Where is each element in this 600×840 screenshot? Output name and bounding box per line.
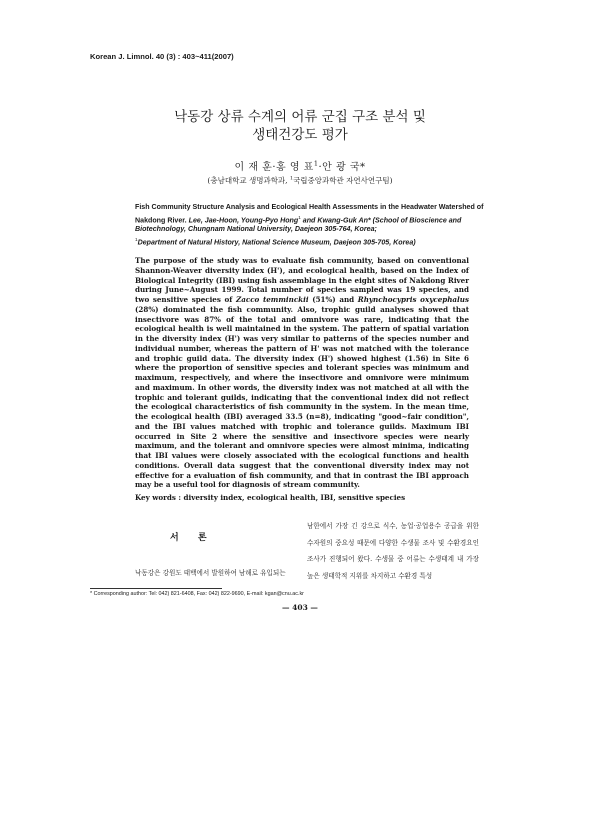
korean-authors-part2: ·안 광 국* [318,162,366,173]
intro-heading: 서 론 [170,533,215,543]
korean-affiliation [0,175,600,186]
abstract-text-3: (28%) dominated the fish community. Also, trophic guild analyses showed that insectivore was 87% of the total and omnivore was rare, indicating that the ecological health is well maintained in the system. The pattern of spatial variation in the diversity index (H') was very similar to patterns of the species number and individual number, whereas the pattern of H' was not matched with the tolerance and trophic guild data. The diversity index (H') showed highest (1.56) in Site 6 where the proportion of sensitive species and tolerant species was minimum and maximum, respectively, and where the insectivore and omnivore were minimum and maximum. In other words, the diversity index was not matched at all with the trophic and tolerant guilds, indicating that the conventional index did not reflect the ecological characteristics of fish community in the system. In the mean time, the ecological health (IBI) averaged 33.5 (n=8), indicating "good~fair condition", and the IBI values matched with trophic and tolerance guilds. Maximum IBI occurred in Site 2 where the sensitive and insectivore species were nearly maximum, and the tolerant and omnivore species were almost minima, indicating that IBI values were closely associated with the ecological functions and health conditions. Overall data suggest that the conventional diversity index may not effective for a evaluation of fish community, and that in contrast the IBI approach may be a useful tool for diagnosis of stream community. [135,304,469,490]
intro-right-column: 남한에서 가장 긴 강으로 식수, 농업·공업용수 공급을 위한 수자원의 중요성 때문에 다양한 수생물 조사 및 수환경요인조사가 진행되어 왔다. 수생물 중 어류는 수생태계 내 가장 높은 생태학적 지위를 차지하고 수환경 특성 [307,522,479,580]
korean-title-line1: 낙동강 상류 수계의 어류 군집 구조 분석 및 [174,109,426,125]
english-authors-and: and Kwang-Guk An* [300,215,371,224]
english-authors: Lee, Jae-Hoon, Young-Pyo Hong [188,215,299,224]
korean-affiliation-part1: (충남대학교 생명과학과, [207,176,288,185]
english-affiliation-1: (School of Bioscience and Biotechnology, Chungnam National University, Daejeon 305-764, Korea; [135,215,462,234]
english-header [135,203,485,248]
korean-authors [0,158,600,173]
korean-affiliation-part2: 국립중앙과학관 자연사연구팀) [293,176,393,185]
keywords: Key words : diversity index, ecological health, IBI, sensitive species [135,493,406,502]
page-number: — 403 — [282,603,318,612]
korean-title-line2: 생태건강도 평가 [252,127,348,143]
english-authors-sup: 1 [298,214,301,220]
footnote-rule [90,588,222,589]
abstract-paragraph [135,256,469,490]
english-affiliation-2-sup: 1 [135,236,138,242]
abstract-text-2: (51%) and [308,295,358,304]
species-zacco: Zacco temminckii [236,295,309,304]
korean-title [0,108,600,144]
korean-affiliation-sup: 1 [289,175,294,182]
journal-citation: Korean J. Limnol. 40 (3) : 403~411(2007) [90,52,234,61]
english-affiliation-2: Department of Natural History, National Science Museum, Daejeon 305-705, Korea) [137,238,416,247]
species-rhynchocypris: Rhynchocypris oxycephalus [357,295,469,304]
abstract-text-1: The purpose of the study was to evaluate fish community, based on conventional Shannon-Weaver diversity index (H'), and ecological health, based on the Index of Biological Integrity (IBI) using fish assemblage in the eight sites of Nakdong River during June~August 1999. Total number of species sampled was 19 species, and two sensitive species of [135,256,469,304]
footnote: * Corresponding author: Tel: 042) 821-6408, Fax: 042) 822-9690, E-mail: kgan@cnu.ac.kr [90,591,304,597]
abstract [135,256,469,490]
korean-authors-sup: 1 [313,159,319,168]
korean-authors-part1: 이 재 훈·홍 영 표 [234,162,314,173]
intro-left-column: 낙동강은 강원도 태백에서 발원하여 남해로 유입되는 [135,569,286,577]
english-title: Fish Community Structure Analysis and Ecological Health Assessments in the Headwater Watershed of Nakdong River. [135,203,484,224]
